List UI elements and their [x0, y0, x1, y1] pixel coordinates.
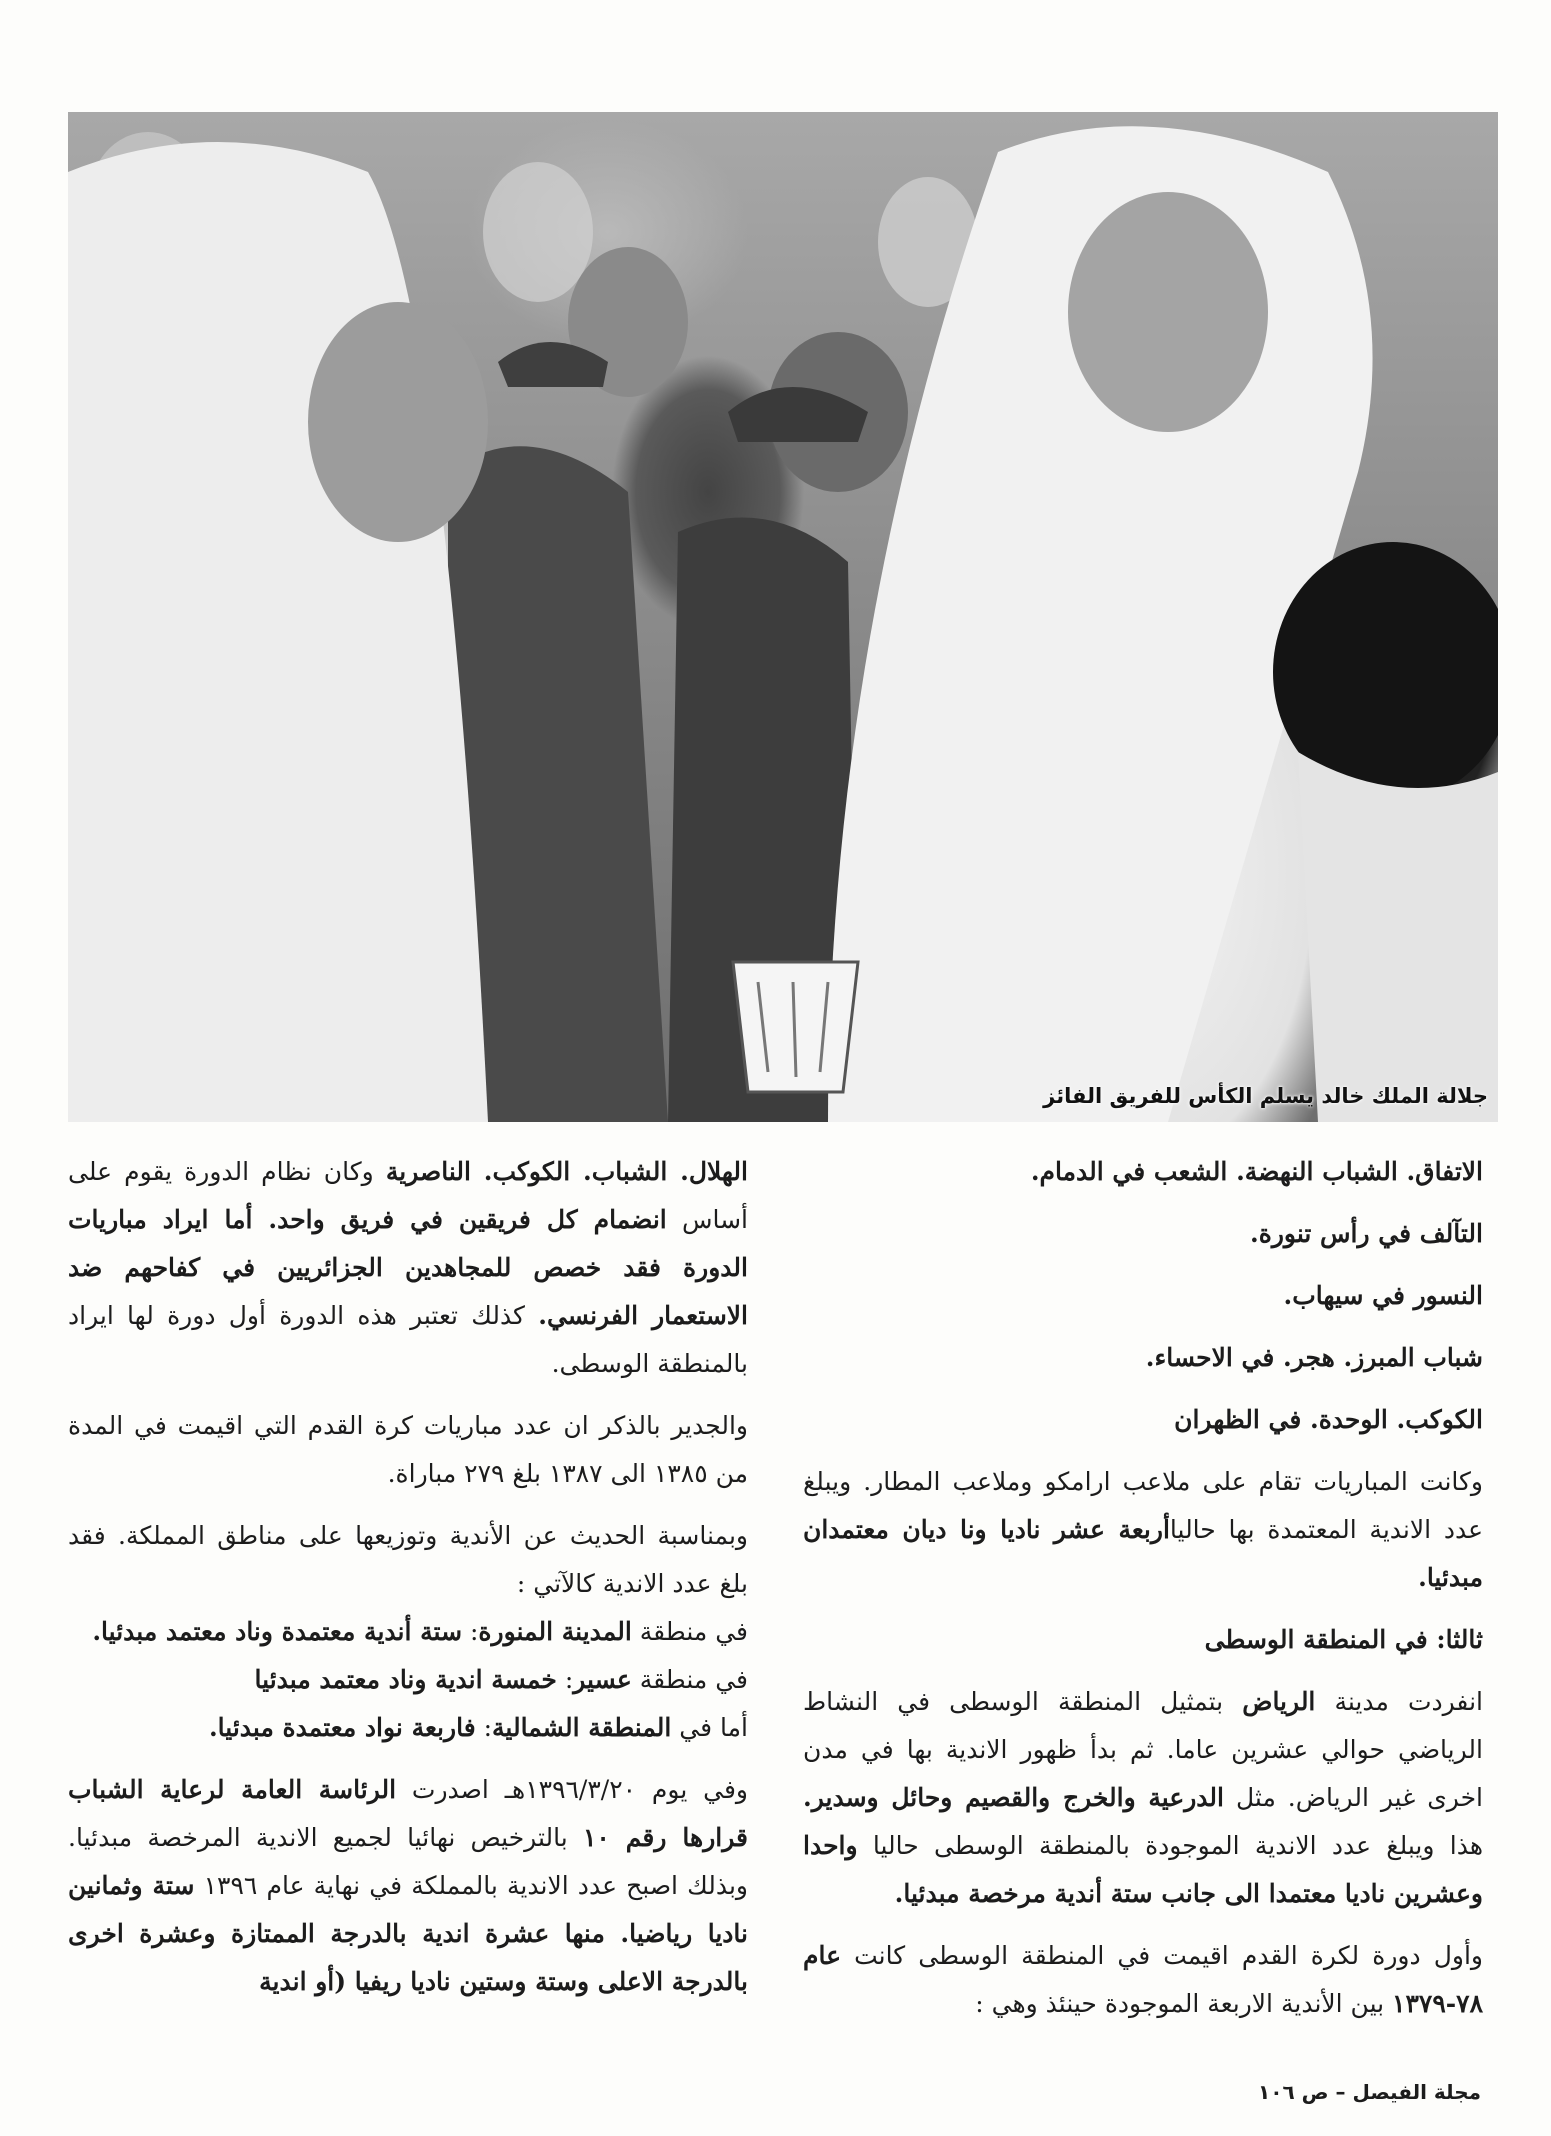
text-run-bold: عسير [573, 1665, 632, 1694]
paragraph-decision [68, 1766, 748, 2006]
text-run-bold: واحدا وعشرين ناديا معتمدا الى جانب ستة أندية مرخصة مبدئيا. [803, 1831, 1483, 1908]
paragraph-stadiums [803, 1458, 1483, 1602]
club-line-5: الكوكب. الوحدة. في الظهران [1174, 1405, 1483, 1434]
section-heading: ثالثا: في المنطقة الوسطى [1204, 1625, 1483, 1654]
club-line-2: التآلف في رأس تنورة. [1250, 1219, 1483, 1248]
paragraph-central-region [803, 1678, 1483, 1918]
text-run: في منطقة [631, 1665, 748, 1694]
text-run-bold: ستة أندية معتمدة وناد معتمد مبدئيا. [92, 1617, 463, 1646]
text-run: : [475, 1713, 493, 1742]
text-run: في منطقة [631, 1617, 748, 1646]
region-northern [68, 1704, 748, 1752]
paragraph-match-count: والجدير بالذكر ان عدد مباريات كرة القدم التي اقيمت في المدة من ١٣٨٥ الى ١٣٨٧ بلغ ٢٧٩ مباراة. [68, 1411, 748, 1488]
text-run: أما في [671, 1713, 748, 1742]
paragraph-first-tournament [803, 1932, 1483, 2028]
text-run-bold: المنطقة الشمالية [492, 1713, 672, 1742]
region-madinah [68, 1608, 748, 1656]
text-run-bold: الرئاسة العامة لرعاية الشباب قرارها رقم ١٠ [68, 1775, 748, 1852]
right-column [803, 1148, 1483, 2042]
text-run-bold: ستة وثمانين ناديا رياضيا. منها عشرة اندية بالدرجة الممتازة وعشرة اخرى بالدرجة الاعلى وستة وستين ناديا ريفيا (أو اندية [68, 1871, 748, 1996]
text-run-bold: الرياض [1242, 1687, 1316, 1716]
club-line-3: النسور في سيهاب. [1283, 1281, 1483, 1310]
text-run: وفي يوم ١٣٩٦/٣/٢٠هـ اصدرت [396, 1775, 749, 1804]
text-run: انفردت مدينة [1315, 1687, 1483, 1716]
photo-shapes [68, 112, 1498, 1122]
region-asir [68, 1656, 748, 1704]
text-run-bold: الهلال. الشباب. الكوكب. الناصرية [385, 1157, 748, 1186]
paragraph-tournament-clubs [68, 1148, 748, 1388]
text-run: : [556, 1665, 574, 1694]
text-run: وكان نظام الدورة يقوم على أساس [68, 1157, 748, 1234]
text-run: كذلك تعتبر هذه الدورة أول دورة لها ايراد بالمنطقة الوسطى. [68, 1301, 748, 1378]
paragraph-club-distribution: وبمناسبة الحديث عن الأندية وتوزيعها على مناطق المملكة. فقد بلغ عدد الاندية كالآتي : [68, 1521, 748, 1598]
ceremony-photo [68, 112, 1498, 1122]
page-footer: مجلة الفيصل – ص ١٠٦ [1258, 2080, 1481, 2104]
text-run-bold: أربعة عشر ناديا ونا ديان معتمدان مبدئيا. [803, 1515, 1483, 1592]
text-run-bold: خمسة اندية وناد معتمد مبدئيا [254, 1665, 557, 1694]
text-run-bold: انضمام كل فريقين في فريق واحد. أما ايراد مباريات الدورة فقد خصص للمجاهدين الجزائريين في كفاحهم ضد الاستعمار الفرنسي. [68, 1205, 748, 1330]
text-run: بالترخيص نهائيا لجميع الاندية المرخصة مبدئيا. وبذلك اصبح عدد الاندية بالمملكة في نهاية عام ١٣٩٦ [68, 1823, 749, 1900]
text-run: وكانت المباريات تقام على ملاعب ارامكو وملاعب المطار. ويبلغ عدد الاندية المعتمدة بها حاليا [803, 1467, 1483, 1544]
text-run: بتمثيل المنطقة الوسطى في النشاط الرياضي حوالي عشرين عاما. ثم بدأ ظهور الاندية بها في مدن اخرى غير الرياض. مثل [803, 1687, 1484, 1812]
text-run: هذا ويبلغ عدد الاندية الموجودة بالمنطقة الوسطى حاليا [857, 1831, 1483, 1860]
photo-caption: جلالة الملك خالد يسلم الكأس للفريق الفائز [1043, 1084, 1488, 1108]
left-column [68, 1148, 748, 2020]
text-run-bold: فاربعة نواد معتمدة مبدئيا. [208, 1713, 476, 1742]
text-run: : [462, 1617, 479, 1646]
text-run-bold: الدرعية والخرج والقصيم وحائل وسدير. [803, 1783, 1224, 1812]
club-line-4: شباب المبرز. هجر. في الاحساء. [1145, 1343, 1483, 1372]
text-run: وأول دورة لكرة القدم اقيمت في المنطقة الوسطى كانت [841, 1941, 1483, 1970]
text-run-bold: عام ٧٨-١٣٧٩ [803, 1941, 1483, 2018]
club-line-1: الاتفاق. الشباب النهضة. الشعب في الدمام. [1030, 1157, 1483, 1186]
text-run: بين الأندية الاربعة الموجودة حينئذ وهي : [975, 1989, 1393, 2018]
text-run-bold: المدينة المنورة [478, 1617, 632, 1646]
